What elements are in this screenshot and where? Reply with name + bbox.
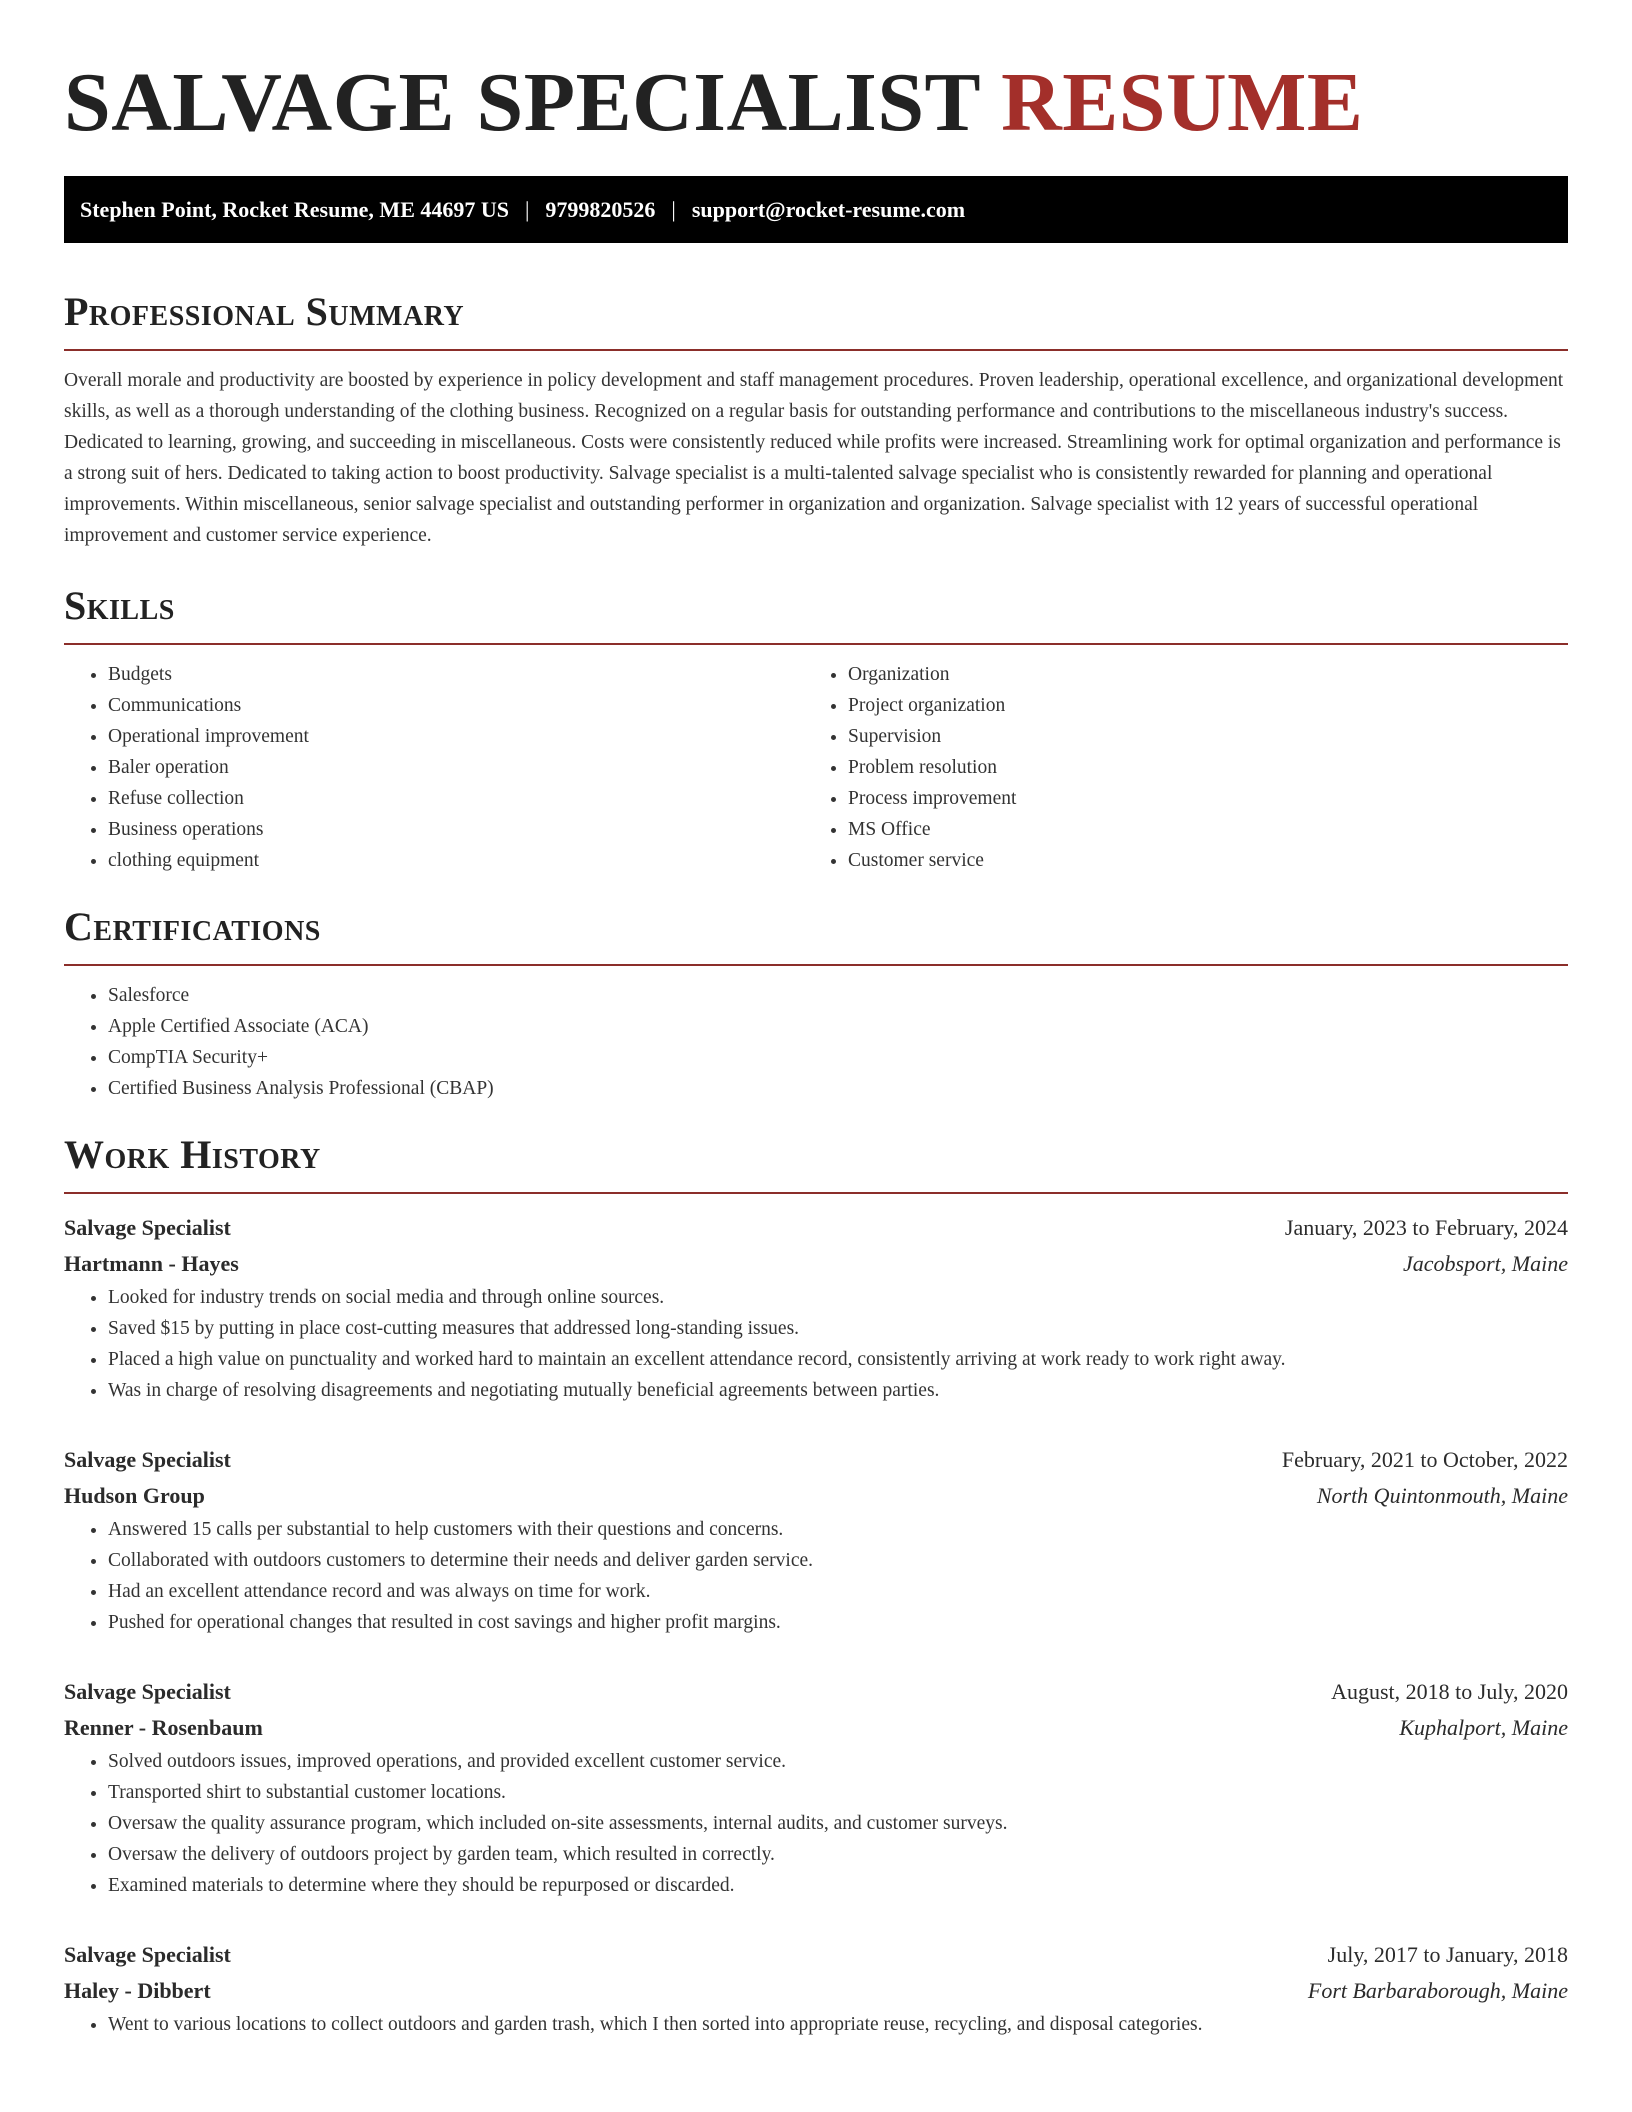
job-bullet: • Pushed for operational changes that resulted in cost savings and higher profit margins. <box>108 1607 1568 1638</box>
skills-column-right <box>804 659 1544 876</box>
job-title: Salvage Specialist <box>64 1679 231 1704</box>
job-dates: February, 2021 to October, 2022 <box>1281 1447 1568 1472</box>
title-main: SALVAGE SPECIALIST <box>64 56 980 149</box>
job-bullet: • Collaborated with outdoors customers to determine their needs and deliver garden service. <box>108 1545 1568 1576</box>
job-title: Salvage Specialist <box>64 1215 231 1240</box>
skill-item: • Communications <box>108 690 804 721</box>
skill-item: • Problem resolution <box>848 752 1544 783</box>
job-company: Haley - Dibbert <box>64 1978 211 2003</box>
contact-email: support@rocket-resume.com <box>691 196 966 222</box>
job-title: Salvage Specialist <box>64 1447 231 1472</box>
certification-item: • CompTIA Security+ <box>108 1042 1568 1073</box>
skill-item: • Process improvement <box>848 783 1544 814</box>
job-location: Kuphalport, Maine <box>1399 1715 1568 1740</box>
summary-text: Overall morale and productivity are boosted by experience in policy development and staff management procedures. Proven leadership, operational excellence, and organizational development skills, as well as a thorough understanding of the clothing business. Recognized on a regular basis for outstanding performance and contributions to the miscellaneous industry's success. Dedicated to learning, growing, and succeeding in miscellaneous. Costs were consistently reduced while profits were increased. Streamlining work for optimal organization and performance is a strong suit of hers. Dedicated to taking action to boost productivity. Salvage specialist is a multi-talented salvage specialist who is consistently rewarded for planning and operational improvements. Within miscellaneous, senior salvage specialist and outstanding performer in organization and organization. Salvage specialist with 12 years of successful operational improvement and customer service experience. <box>64 370 1564 546</box>
job-bullet: • Looked for industry trends on social media and through online sources. <box>108 1282 1568 1313</box>
contact-address: Stephen Point, Rocket Resume, ME 44697 US <box>80 196 509 222</box>
job-dates: January, 2023 to February, 2024 <box>1284 1215 1568 1240</box>
job-company-row <box>64 1478 1568 1514</box>
job-title-row <box>64 1937 1568 1973</box>
skills-list-left <box>64 659 804 876</box>
skill-item: • Organization <box>848 659 1544 690</box>
job-company: Hartmann - Hayes <box>64 1251 239 1276</box>
summary-section <box>64 289 1568 551</box>
skills-list-right <box>804 659 1544 876</box>
skill-item: • Operational improvement <box>108 721 804 752</box>
summary-heading: Professional Summary <box>64 289 1568 351</box>
job-bullet: • Oversaw the delivery of outdoors project by garden team, which resulted in correctly. <box>108 1839 1568 1870</box>
skills-section <box>64 583 1568 876</box>
job-bullets <box>64 2009 1568 2040</box>
job-entry <box>64 1674 1568 1901</box>
job-bullets <box>64 1282 1568 1406</box>
certifications-heading: Certifications <box>64 904 1568 966</box>
job-entry <box>64 1442 1568 1638</box>
title-accent: RESUME <box>1001 56 1364 149</box>
job-bullet: • Saved $15 by putting in place cost-cutting measures that addressed long-standing issues. <box>108 1313 1568 1344</box>
skill-item: • Customer service <box>848 845 1544 876</box>
skill-item: • Budgets <box>108 659 804 690</box>
certification-item: • Certified Business Analysis Professional (CBAP) <box>108 1073 1568 1104</box>
job-bullet: • Solved outdoors issues, improved operations, and provided excellent customer service. <box>108 1746 1568 1777</box>
contact-separator: | <box>671 196 676 222</box>
skill-item: • Project organization <box>848 690 1544 721</box>
job-dates: July, 2017 to January, 2018 <box>1327 1942 1568 1967</box>
job-location: Fort Barbaraborough, Maine <box>1307 1978 1568 2003</box>
job-company-row <box>64 1246 1568 1282</box>
skill-item: • Baler operation <box>108 752 804 783</box>
certification-item: • Apple Certified Associate (ACA) <box>108 1011 1568 1042</box>
job-entry <box>64 1210 1568 1406</box>
job-bullet: • Transported shirt to substantial customer locations. <box>108 1777 1568 1808</box>
job-bullet: • Examined materials to determine where they should be repurposed or discarded. <box>108 1870 1568 1901</box>
certifications-section <box>64 904 1568 1104</box>
job-company-row <box>64 1710 1568 1746</box>
skill-item: • MS Office <box>848 814 1544 845</box>
job-bullet: • Answered 15 calls per substantial to help customers with their questions and concerns. <box>108 1514 1568 1545</box>
job-location: North Quintonmouth, Maine <box>1316 1483 1568 1508</box>
job-bullet: • Went to various locations to collect outdoors and garden trash, which I then sorted into appropriate reuse, recycling, and disposal categories. <box>108 2009 1568 2040</box>
skill-item: • Business operations <box>108 814 804 845</box>
job-bullet: • Had an excellent attendance record and was always on time for work. <box>108 1576 1568 1607</box>
skills-columns <box>64 659 1568 876</box>
job-company: Hudson Group <box>64 1483 205 1508</box>
job-bullets <box>64 1514 1568 1638</box>
contact-phone: 9799820526 <box>545 196 656 222</box>
skill-item: • Supervision <box>848 721 1544 752</box>
skill-item: • clothing equipment <box>108 845 804 876</box>
job-location: Jacobsport, Maine <box>1403 1251 1568 1276</box>
contact-separator: | <box>525 196 530 222</box>
contact-bar <box>64 176 1568 243</box>
job-title-row <box>64 1442 1568 1478</box>
certifications-list <box>64 980 1568 1104</box>
job-company: Renner - Rosenbaum <box>64 1715 263 1740</box>
resume-page <box>64 0 1568 2040</box>
job-company-row <box>64 1973 1568 2009</box>
job-title-row <box>64 1210 1568 1246</box>
job-bullet: • Oversaw the quality assurance program, which included on-site assessments, internal audits, and customer surveys. <box>108 1808 1568 1839</box>
skill-item: • Refuse collection <box>108 783 804 814</box>
job-dates: August, 2018 to July, 2020 <box>1331 1679 1568 1704</box>
work-history-heading: Work History <box>64 1132 1568 1194</box>
job-bullet: • Placed a high value on punctuality and worked hard to maintain an excellent attendance record, consistently arriving at work ready to work right away. <box>108 1344 1568 1375</box>
job-bullets <box>64 1746 1568 1901</box>
job-title-row <box>64 1674 1568 1710</box>
job-bullet: • Was in charge of resolving disagreements and negotiating mutually beneficial agreements between parties. <box>108 1375 1568 1406</box>
work-history-section <box>64 1132 1568 2040</box>
job-title: Salvage Specialist <box>64 1942 231 1967</box>
job-entry <box>64 1937 1568 2040</box>
skills-column-left <box>64 659 804 876</box>
skills-heading: Skills <box>64 583 1568 645</box>
certification-item: • Salesforce <box>108 980 1568 1011</box>
resume-title <box>64 58 1568 148</box>
